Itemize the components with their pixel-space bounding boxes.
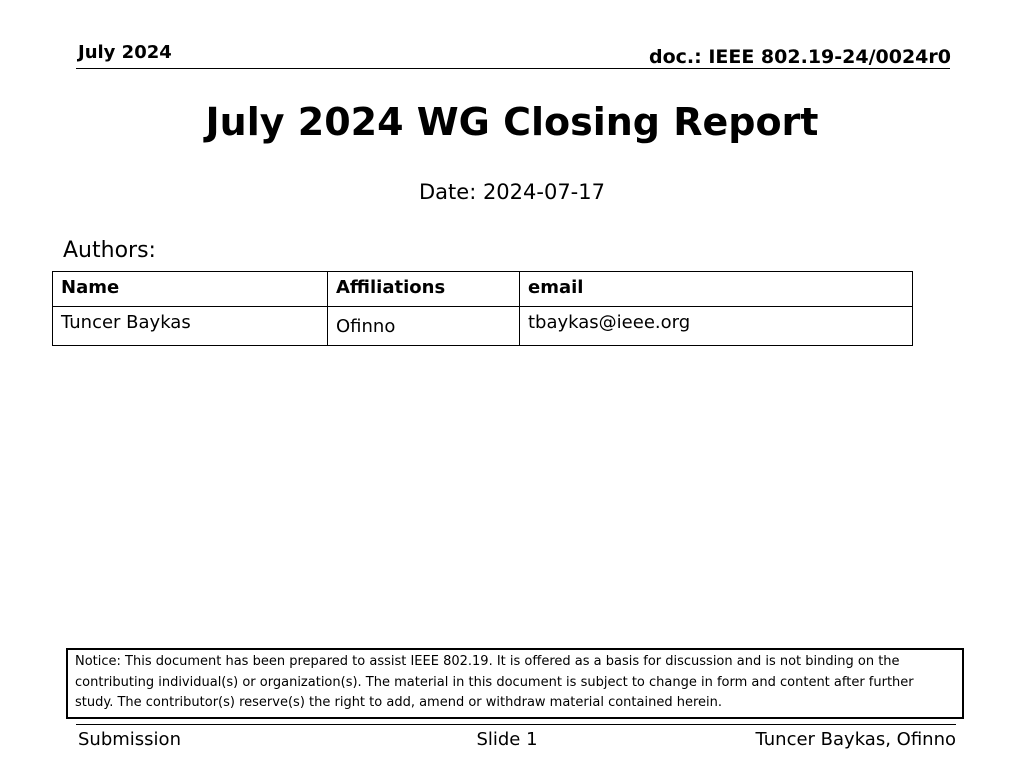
footer-divider <box>76 724 956 725</box>
header-divider <box>76 68 950 69</box>
column-header-affiliations: Affiliations <box>328 272 520 307</box>
author-name-cell: Tuncer Baykas <box>53 307 328 346</box>
column-header-email: email <box>520 272 913 307</box>
column-header-name: Name <box>53 272 328 307</box>
notice-box: Notice: This document has been prepared to assist IEEE 802.19. It is offered as a basis for discussion and is not binding on the contributing individual(s) or organization(s). The material in this document is subject to change in form and content after further study. The contributor(s) reserve(s) the right to add, amend or withdraw material contained herein. <box>66 648 964 719</box>
footer-author: Tuncer Baykas, Ofinno <box>755 729 956 750</box>
slide-title: July 2024 WG Closing Report <box>205 100 819 144</box>
authors-label: Authors: <box>63 238 156 263</box>
authors-table <box>52 271 913 346</box>
footer-slide-number: Slide 1 <box>476 729 538 750</box>
footer-submission: Submission <box>78 729 181 750</box>
table-row <box>53 307 913 346</box>
document-date: Date: 2024-07-17 <box>419 180 605 204</box>
author-email-cell: tbaykas@ieee.org <box>520 307 913 346</box>
table-header-row <box>53 272 913 307</box>
header-doc-id: doc.: IEEE 802.19-24/0024r0 <box>648 46 951 68</box>
header-date: July 2024 <box>78 42 172 63</box>
author-affiliation-cell: Ofinno <box>328 307 520 346</box>
